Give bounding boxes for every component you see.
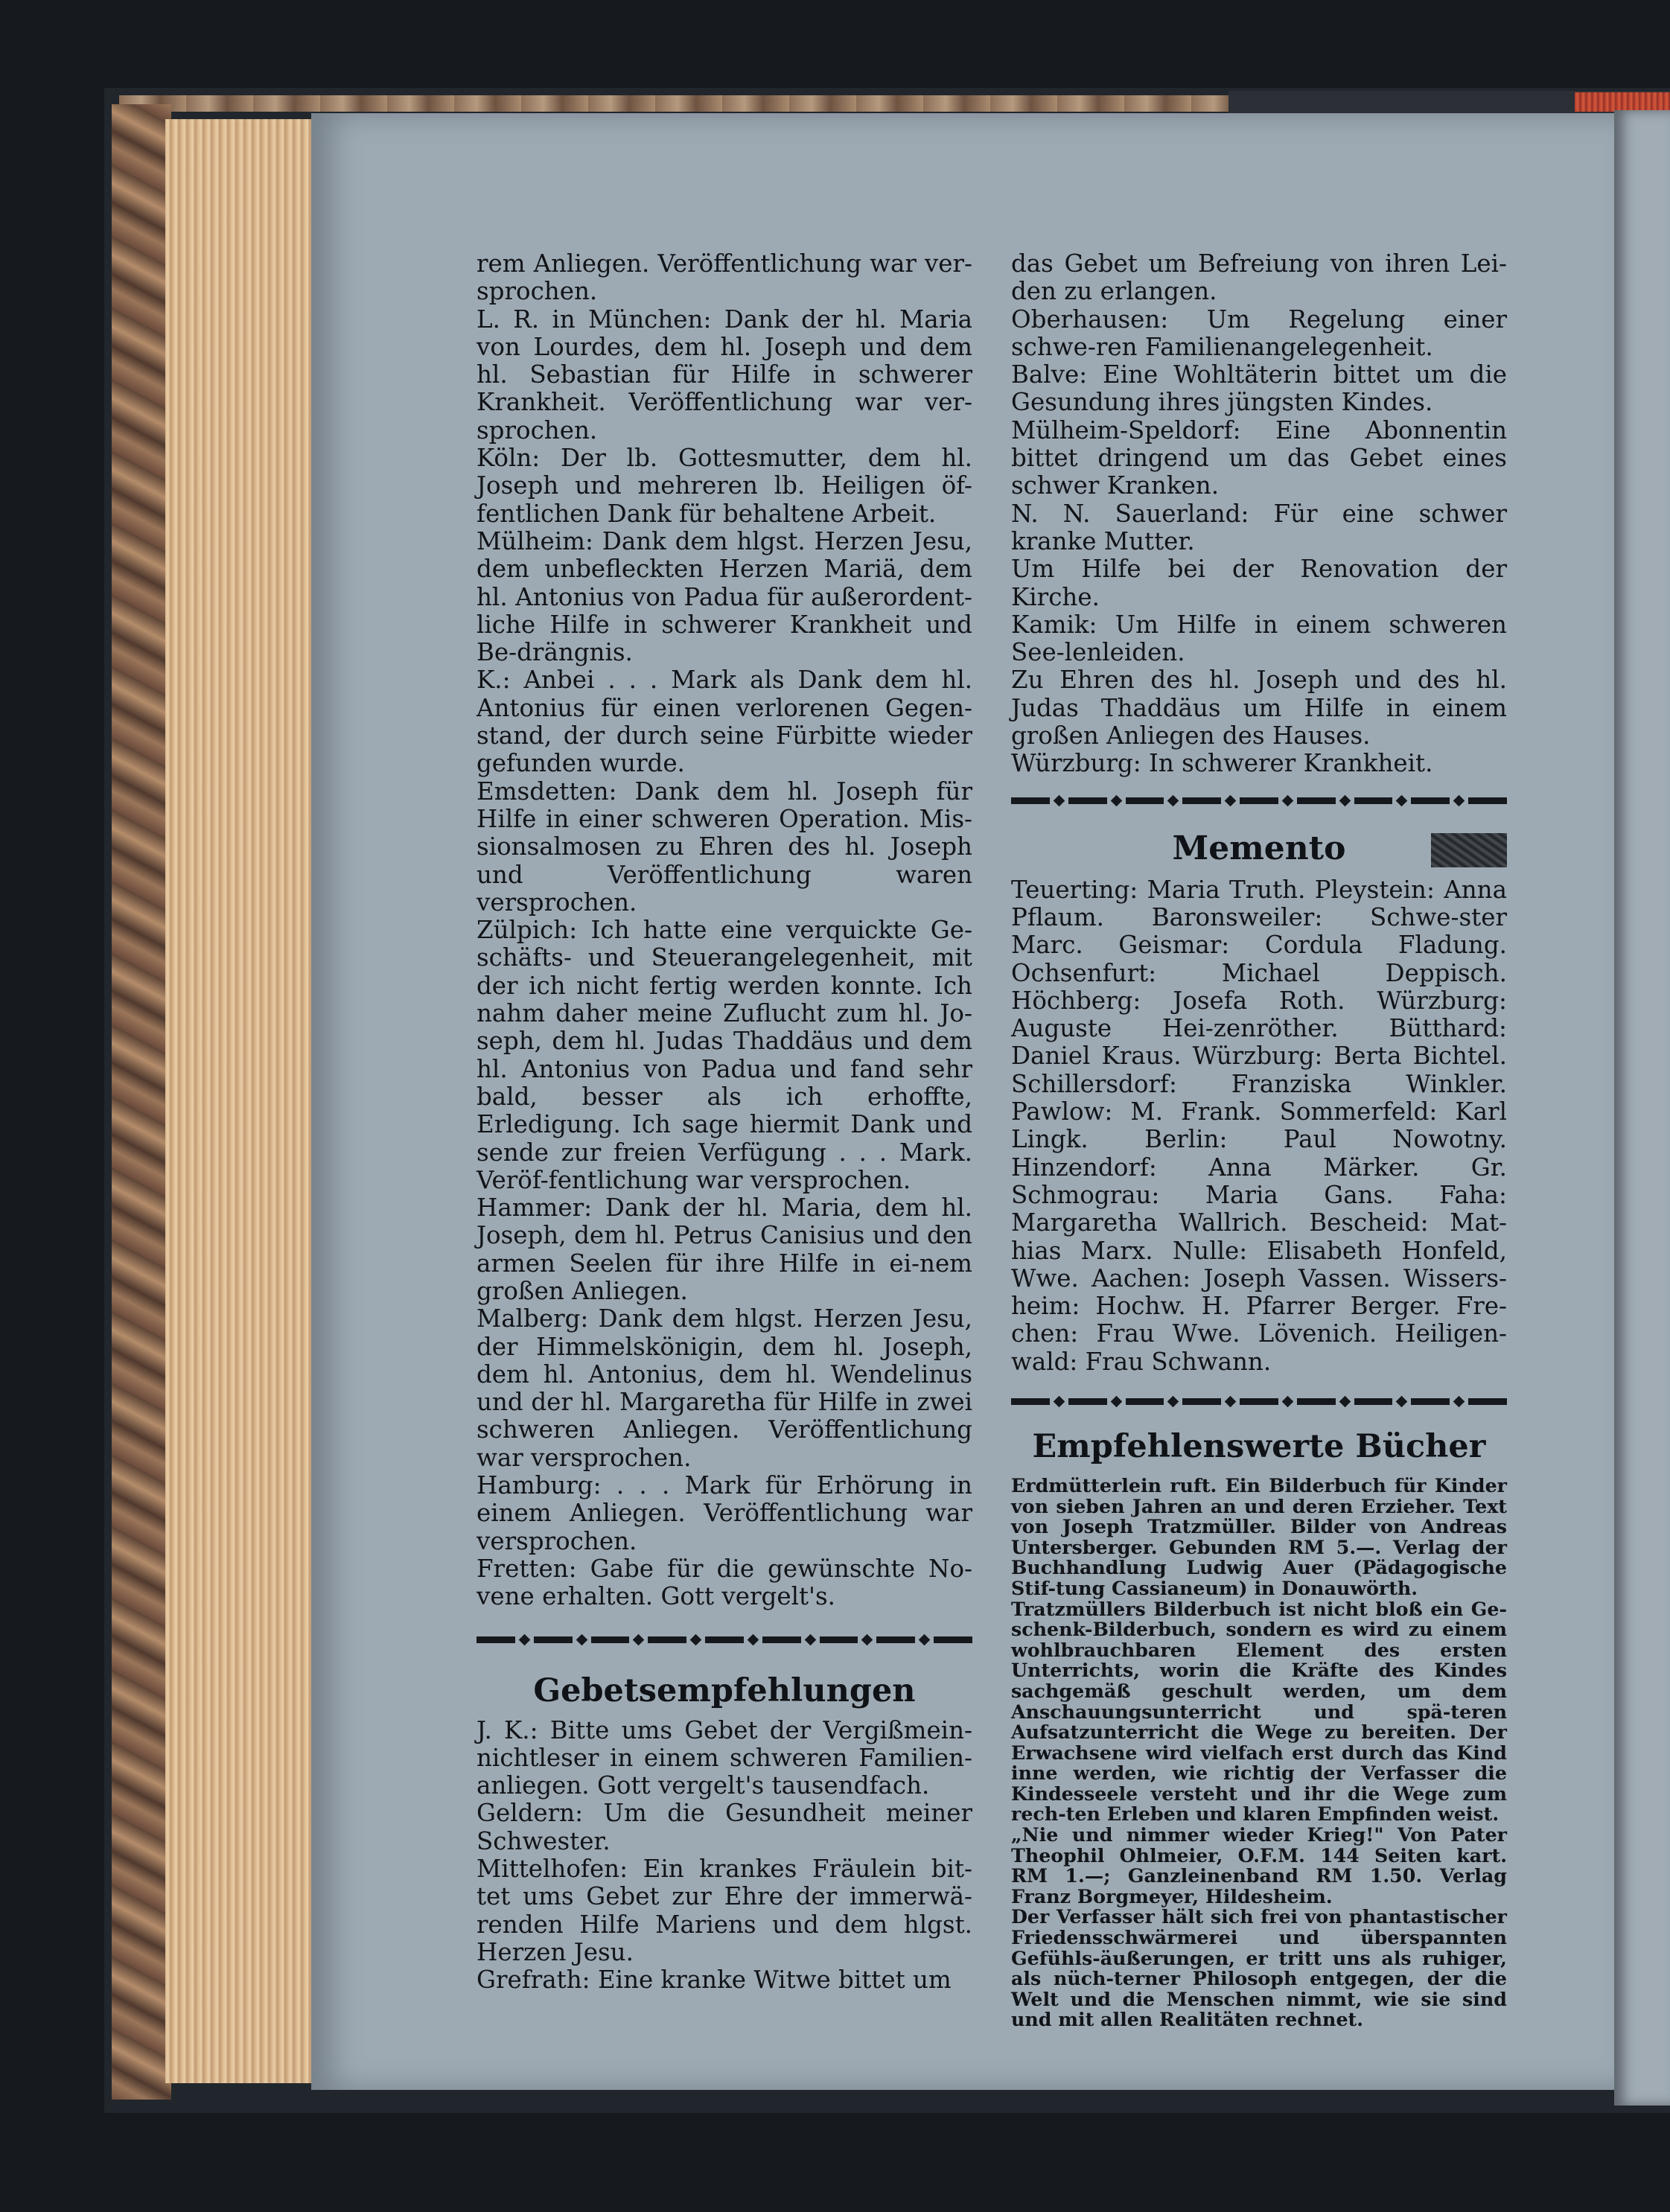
heading-memento (1011, 823, 1507, 876)
left-para: Köln: Der lb. Gottesmutter, dem hl. Joseph und mehreren lb. Heiligen öf-fentlichen Dank für behaltene Arbeit. (477, 444, 972, 528)
ornament-divider (477, 1632, 972, 1648)
right-para: Kamik: Um Hilfe in einem schweren See-lenleiden. (1011, 610, 1507, 667)
left-para: Hammer: Dank der hl. Maria, dem hl. Joseph, dem hl. Petrus Canisius und den armen Seelen für ihre Hilfe in ei-nem großen Anliegen. (477, 1193, 972, 1305)
heading-gebetsempfehlungen: Gebetsempfehlungen (533, 1671, 916, 1709)
left-para: rem Anliegen. Veröffentlichung war ver-sprochen. (477, 249, 972, 306)
left-para: Hamburg: . . . Mark für Erhörung in einem Anliegen. Veröffentlichung war versprochen. (477, 1471, 972, 1555)
memento-title: Memento (1172, 829, 1346, 867)
gebet-para: Geldern: Um die Gesundheit meiner Schwester. (477, 1799, 972, 1855)
book-review-para: Erdmütterlein ruft. Ein Bilderbuch für Kinder von sieben Jahren an und deren Erzieher. Text von Joseph Tratzmüller. Bilder von Andreas Untersberger. Gebunden RM 5.—. Verlag der Buchhandlung Ludwig Auer (Pädagogische Stif-tung Cassianeum) in Donauwörth. (1011, 1473, 1507, 1599)
memento-text: Teuerting: Maria Truth. Pleystein: Anna Pflaum. Baronsweiler: Schwe-ster Marc. Geismar: Cordula Fladung. Ochsenfurt: Michael Deppisch. Höchberg: Josefa Roth. Würzburg: Auguste Hei-zenröther. Bütthard: Daniel Kraus. Würzburg: Berta Bichtel. Schillersdorf: Franziska Winkler. Pawlow: M. Frank. Sommerfeld: Karl Lingk. Berlin: Paul Nowotny. Hinzendorf: Anna Märker. Gr. Schmograu: Maria Gans. Faha: Margaretha Wallrich. Bescheid: Mat-hias Marx. Nulle: Elisabeth Honfeld, Wwe. Aachen: Joseph Vassen. Wissers-heim: Hochw. H. Pfarrer Berger. Fre-chen: Frau Wwe. Lövenich. Heiligen-wald: Frau Schwann. (1011, 875, 1507, 1376)
left-para: Malberg: Dank dem hlgst. Herzen Jesu, der Himmelskönigin, dem hl. Joseph, dem hl. Antonius, dem hl. Wendelinus und der hl. Margaretha für Hilfe in zwei schweren Anliegen. Veröffentlichung war versprochen. (477, 1304, 972, 1472)
marbled-board (112, 104, 171, 2100)
book-reviews (1011, 1473, 1507, 2031)
right-para: Oberhausen: Um Regelung einer schwe-ren Familienangelegenheit. (1011, 305, 1507, 361)
left-para: K.: Anbei . . . Mark als Dank dem hl. Antonius für einen verlorenen Gegen-stand, der durch seine Fürbitte wieder gefunden wurde. (477, 666, 972, 778)
book-review-para: Tratzmüllers Bilderbuch ist nicht bloß ein Ge-schenk-Bilderbuch, sondern es wird zu einem wohlbrauchbaren Element des ersten Unterrichts, worin die Kräfte des Kindes sachgemäß geschult werden, um dem Anschauungsunterricht und spä-teren Aufsatzunterricht die Wege zu bereiten. Der Erwachsene wird vielfach erst durch das Kind inne werden, wie richtig der Verfasser die Kindesseele versteht und ihr die Wege zum rech-ten Erleben und klaren Empfinden weist. (1011, 1597, 1507, 1826)
right-para: Um Hilfe bei der Renovation der Kirche. (1011, 555, 1507, 611)
ornament-divider (1011, 1394, 1507, 1410)
marbled-top-edge (119, 95, 1228, 112)
right-column (1011, 250, 1507, 2030)
next-page-edge (1614, 110, 1670, 2106)
right-para: Mülheim-Speldorf: Eine Abonnentin bittet dringend um das Gebet eines schwer Kranken. (1011, 415, 1507, 500)
right-para: Zu Ehren des hl. Joseph und des hl. Judas Thaddäus um Hilfe in einem großen Anliegen des Hauses. (1011, 666, 1507, 750)
red-cloth-strip (1575, 92, 1670, 112)
book-review-para: „Nie und nimmer wieder Krieg!" Von Pater Theophil Ohlmeier, O.F.M. 144 Seiten kart. RM 1.—; Ganzleinenband RM 1.50. Verlag Franz Borgmeyer, Hildesheim. (1011, 1823, 1507, 1907)
right-para: N. N. Sauerland: Für eine schwer kranke Mutter. (1011, 499, 1507, 555)
left-para: L. R. in München: Dank der hl. Maria von Lourdes, dem hl. Joseph und dem hl. Sebastian für Hilfe in schwerer Krankheit. Veröffentlichung war ver-sprochen. (477, 305, 972, 444)
left-column (477, 250, 972, 1995)
gebet-para: J. K.: Bitte ums Gebet der Vergißmein-nichtleser in einem schweren Familien-anliegen. Gott vergelt's tausendfach. (477, 1715, 972, 1800)
gebet-para: Mittelhofen: Ein krankes Fräulein bit-tet ums Gebet zur Ehre der immerwä-renden Hilfe Mariens und dem hlgst. Herzen Jesu. (477, 1855, 972, 1966)
left-para: Zülpich: Ich hatte eine verquickte Ge-schäfts- und Steuerangelegenheit, mit der ich nicht fertig werden konnte. Ich nahm daher meine Zuflucht zum hl. Jo-seph, dem hl. Judas Thaddäus und dem hl. Antonius von Padua und fand sehr bald, besser als ich erhoffte, Erledigung. Ich sage hiermit Dank und sende zur freien Verfügung . . . Mark. Veröf-fentlichung war versprochen. (477, 916, 972, 1194)
left-para: Emsdetten: Dank dem hl. Joseph für Hilfe in einer schweren Operation. Mis-sionsalmosen zu Ehren des hl. Joseph und Veröffentlichung waren versprochen. (477, 777, 972, 917)
book-review-para: Der Verfasser hält sich frei von phantastischer Friedensschwärmerei und überspannten Gefühls-äußerungen, er tritt uns als ruhiger, als nüch-terner Philosoph entgegen, der die Welt und die Menschen nimmt, wie sie sind und mit allen Realitäten rechnet. (1011, 1905, 1507, 2031)
page-edges (165, 119, 314, 2083)
right-para: Balve: Eine Wohltäterin bittet um die Gesundung ihres jüngsten Kindes. (1011, 360, 1507, 417)
right-para: Würzburg: In schwerer Krankheit. (1011, 749, 1433, 778)
left-para: Mülheim: Dank dem hlgst. Herzen Jesu, dem unbefleckten Herzen Mariä, dem hl. Antonius von Padua für außerordent-liche Hilfe in schwerer Krankheit und Be-drängnis. (477, 526, 972, 667)
heading-empfehlenswerte-buecher: Empfehlenswerte Bücher (1032, 1427, 1486, 1465)
memento-emblem-icon (1431, 833, 1507, 867)
left-para: Fretten: Gabe für die gewünschte No-vene erhalten. Gott vergelt's. (477, 1554, 972, 1611)
gebet-para: Grefrath: Eine kranke Witwe bittet um (477, 1966, 952, 1995)
right-para: das Gebet um Befreiung von ihren Lei-den zu erlangen. (1011, 249, 1507, 306)
ornament-divider (1011, 793, 1507, 809)
